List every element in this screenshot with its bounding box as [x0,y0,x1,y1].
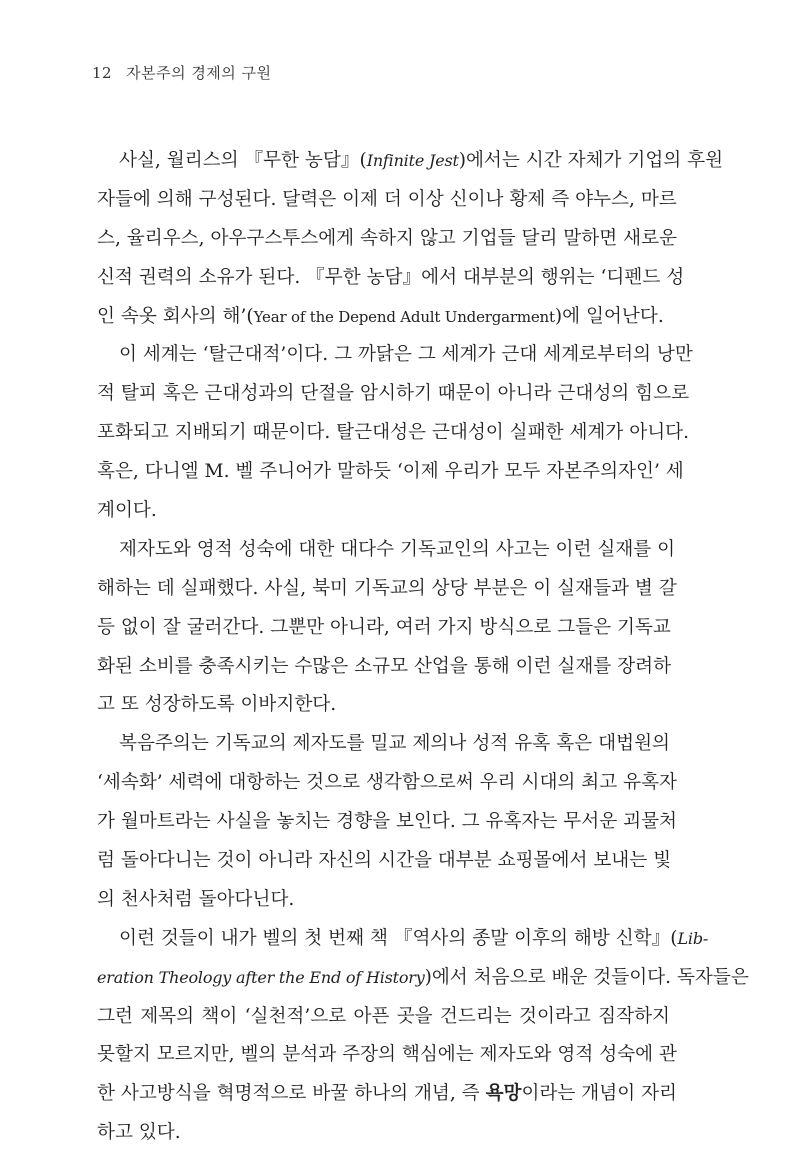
italic-title: Infinite Jest [366,151,459,170]
text-line [97,803,677,842]
text-run: 복음주의는 기독교의 제자도를 밀교 제의나 성적 유혹 혹은 대법원의 [119,733,670,755]
text-line [97,1036,677,1075]
italic-title: eration Theology after the End of History [97,967,425,987]
text-run: 인 속옷 회사의 해’( [97,305,254,327]
text-line [97,298,670,337]
book-title: 자본주의 경제의 구원 [126,64,272,82]
text-run: 해하는 데 실패했다. 사실, 북미 기독교의 상당 부분은 이 실재들과 별 갈 [97,577,677,599]
paragraph [97,725,677,919]
paragraph [97,920,749,1153]
page-number: 12 [92,64,113,82]
text-line [97,181,677,220]
text-run: 이런 것들이 내가 벨의 첫 번째 책 『역사의 종말 이후의 해방 신학』( [119,927,678,949]
text-run: 자들에 의해 구성된다. 달력은 이제 더 이상 신이나 황제 즉 야누스, 마르 [97,188,677,210]
text-run: 이라는 개념이 자리 [521,1083,678,1105]
text-run: 등 없이 잘 굴러간다. 그뿐만 아니라, 여러 가지 방식으로 그들은 기독교 [97,616,671,638]
text-line [97,725,670,764]
text-line [97,1075,678,1114]
italic-title: Lib- [677,928,709,948]
text-run: 스, 율리우스, 아우구스투스에게 속하지 않고 기업들 달리 말하면 새로운 [97,227,677,249]
text-line [97,220,677,259]
emphasis-term: 욕망 [485,1083,522,1105]
text-run: 혹은, 다니엘 M. 벨 주니어가 말하듯 ‘이제 우리가 모두 자본주의자인’ 세 [97,461,684,483]
text-run: ‘세속화’ 세력에 대항하는 것으로 생각함으로써 우리 시대의 최고 유혹자 [97,772,677,794]
text-run: 한 사고방식을 혁명적으로 바꿀 하나의 개념, 즉 [97,1083,486,1105]
text-line [97,492,670,531]
text-line [97,881,670,920]
text-run: )에서 처음으로 배운 것들이다. 독자들은 [424,966,749,988]
text-line [97,570,677,609]
text-run: )에서는 시간 자체가 기업의 후원 [458,150,724,171]
text-run: 신적 권력의 소유가 된다. 『무한 농담』에서 대부분의 행위는 ‘디펜드 성 [97,266,685,288]
text-line [97,336,693,375]
text-run: 럼 돌아다니는 것이 아니라 자신의 시간을 대부분 쇼핑몰에서 보내는 빛 [97,850,672,872]
text-run: 제자도와 영적 성숙에 대한 대다수 기독교인의 사고는 이런 실재를 이 [119,538,676,560]
paragraph [97,142,724,336]
text-run: 의 천사처럼 돌아다닌다. [97,888,295,910]
paragraph [97,336,693,530]
text-run: 하고 있다. [97,1122,181,1144]
text-line [97,609,670,648]
text-run: 그런 제목의 책이 ‘실천적’으로 아픈 곳을 건드리는 것이라고 짐작하지 [97,1005,670,1027]
text-run: 계이다. [97,500,157,522]
text-line [97,259,685,298]
text-line [97,1114,670,1153]
text-run: 이 세계는 ‘탈근대적’이다. 그 까닭은 그 세계가 근대 세계로부터의 낭만 [119,344,693,366]
text-line [97,648,670,687]
text-line [97,531,676,570]
text-line [97,920,709,959]
text-run: 못할지 모르지만, 벨의 분석과 주장의 핵심에는 제자도와 영적 성숙에 관 [97,1044,677,1066]
running-header [92,62,272,83]
text-line [97,998,670,1037]
text-line [97,142,724,181]
text-run: 고 또 성장하도록 이바지한다. [97,694,337,716]
text-line [97,453,684,492]
text-line [97,375,690,414]
text-line [97,764,677,803]
text-line [97,959,749,998]
text-run: 화된 소비를 충족시키는 수많은 소규모 산업을 통해 이런 실재를 장려하 [97,655,672,677]
text-line [97,842,670,881]
text-run: 사실, 월리스의 『무한 농담』( [119,150,367,171]
text-run: 적 탈피 혹은 근대성과의 단절을 암시하기 때문이 아니라 근대성의 힘으로 [97,383,690,405]
text-run: )에 일어난다. [554,305,664,327]
text-run: 포화되고 지배되기 때문이다. 탈근대성은 근대성이 실패한 세계가 아니다. [97,422,690,444]
text-run: 가 월마트라는 사실을 놓치는 경향을 보인다. 그 유혹자는 무서운 괴물처 [97,811,677,833]
paragraph [97,531,677,725]
latin-phrase: Year of the Depend Adult Undergarment [253,307,555,326]
text-line [97,686,670,725]
body-text [97,142,749,1153]
text-line [97,414,690,453]
